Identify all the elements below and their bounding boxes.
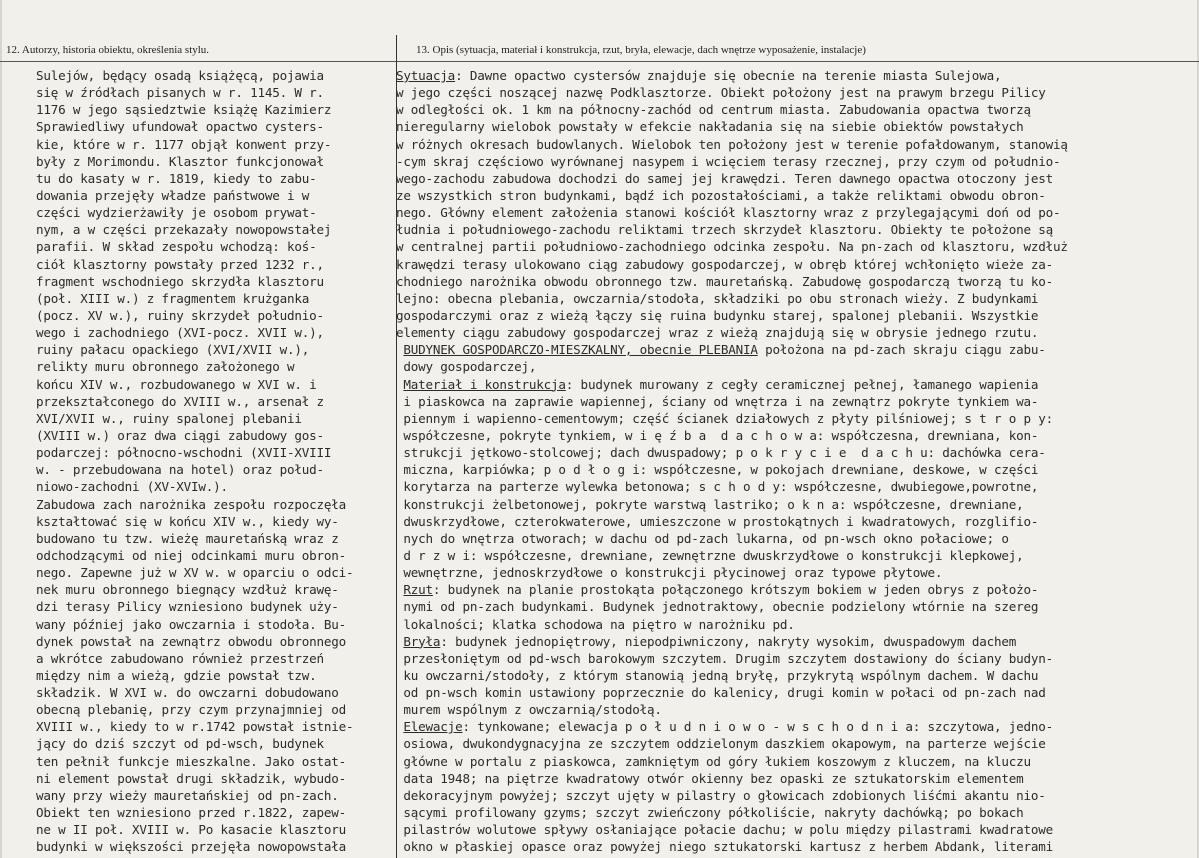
history-text-line: budowano tu tzw. wieżę mauretańską wraz z (36, 530, 339, 546)
history-text-line: wany później jako owczarnia i stodoła. Bu- (36, 616, 347, 632)
description-text-line (396, 650, 1186, 667)
text-segment: : tynkowane; elewacja p o ł u d n i o w o - w s c h o d n i a: szczytowa, jedno- (462, 719, 1054, 735)
description-text-line (396, 136, 1186, 153)
text-segment: strukcji jętkowo-stolcowej; dach dwuspadowy; p o k r y c i e d a c h u: dachówka cera- (396, 445, 1046, 461)
text-segment: piennym i wapienno-cementowym; część ścianek działowych z płyty pilśniowej; s t r o p y: (396, 410, 1054, 426)
section-heading: Elewacje (403, 719, 463, 735)
history-text-line: nym, a w części przekazały nowopowstałej (36, 222, 332, 238)
description-text-line (396, 101, 1186, 118)
history-text-line: odchodzącymi od niej odcinkami muru obron- (36, 547, 347, 563)
description-text-line (396, 496, 1186, 513)
history-text-line: (pocz. XV w.), ruiny skrzydeł południo- (36, 307, 324, 323)
text-segment: : budynek murowany z cegły ceramicznej pełnej, łamanego wapienia (565, 376, 1039, 392)
left-page-edge (0, 0, 2, 858)
section-13-header: 13. Opis (sytuacja, materiał i konstrukcja, rzut, bryła, elewacje, dach wnętrze wyposażenie, instalacje) (416, 44, 866, 56)
history-text-line: części wydzierżawiły je osobom prywat- (36, 205, 317, 221)
history-text-line: a wkrótce zabudowano również przestrzeń (36, 650, 324, 666)
history-text-line: składzik. W XVI w. do owczarni dobudowano (36, 685, 339, 701)
history-text-line: dynek powstał na zewnątrz obwodu obronnego (36, 633, 347, 649)
description-text-line (396, 838, 1186, 855)
description-text-line (396, 307, 1186, 324)
description-text-line (396, 153, 1186, 170)
text-segment: główne w portalu z piaskowca, zamkniętym od góry łukiem koszowym z kluczem, na kluczu (396, 753, 1031, 769)
description-text-line (396, 67, 1186, 84)
history-text-line: ten pełnił funkcje mieszkalne. Jako ostat- (36, 753, 347, 769)
history-text-line: ni element powstał drugi składzik, wybudo- (36, 770, 347, 786)
description-text-line (396, 804, 1186, 821)
text-segment: osiowa, dwukondygnacyjna ze szczytem oddzielonym daszkiem okapowym, na parterze wejście (396, 736, 1046, 752)
history-text-line: kie, które w r. 1177 objął konwent przy- (36, 136, 332, 152)
description-text-line (396, 170, 1186, 187)
section-12-header: 12. Autorzy, historia obiektu, określenia stylu. (6, 44, 210, 56)
text-segment: przesłoniętym od pd-wsch barokowym szczytem. Drugim szczytem dostawiony do ściany budyn- (396, 650, 1054, 666)
text-segment: miczna, karpiówka; p o d ł o g i: współczesne, w pokojach drewniane, deskowe, w części (396, 462, 1039, 478)
text-segment: i piaskowca na zaprawie wapiennej, ściany od wnętrza i na zewnątrz pokryte tynkiem wa- (396, 393, 1039, 409)
history-text-line: (poł. XIII w.) z fragmentem krużganka (36, 290, 310, 306)
text-segment: sącymi profilowany gzyms; szczyt zwieńczony półkoliście, nakryty dachówką; po bokach (396, 805, 1024, 821)
description-text-line (396, 616, 1186, 633)
text-segment: murem wspólnym z owczarnią/stodołą. (396, 702, 662, 718)
text-segment: wewnętrzne, jednoskrzydłowe o konstrukcji płycinowej oraz typowe płytowe. (396, 565, 943, 581)
text-segment: ku owczarni/stodoły, z którym stanowią jedną bryłę, przykrytą wspólnym dachem. W dachu (396, 667, 1039, 683)
text-segment: elementy ciągu zabudowy gospodarczej wraz z wieżą znajdują się w obrysie jednego rzutu. (396, 325, 1039, 341)
history-text-line: obecną plebanię, przy czym przynajmniej od (36, 702, 347, 718)
section-heading: Sytuacja (396, 68, 456, 83)
history-text-line: w. - przebudowana na hotel) oraz połud- (36, 462, 324, 478)
history-text-line: (XVIII w.) oraz dwa ciągi zabudowy gos- (36, 427, 324, 443)
description-text-line (396, 118, 1186, 135)
description-text-line (396, 770, 1186, 787)
text-segment: w różnych okresach budowlanych. Wielobok ten położony jest w terenie pofałdowanym, stanowią (396, 136, 1068, 152)
history-text-line: kształtować się w końcu XIV w., kiedy wy- (36, 513, 339, 529)
description-text-line (396, 735, 1186, 752)
history-text-line: nego. Zapewne już w XV w. w oparciu o odci- (36, 565, 354, 581)
description-text-line (396, 273, 1186, 290)
text-segment: dowy gospodarczej, (396, 359, 537, 375)
text-segment: lejno: obecna plebania, owczarnia/stodoła, składziki po obu stronach wieży. Z budynkami (396, 290, 1039, 306)
description-text-line (396, 513, 1186, 530)
text-segment: : budynek jednopiętrowy, niepodpiwniczony, nakryty wysokim, dwuspadowym dachem (440, 633, 1017, 649)
text-segment: położona na pd-zach skraju ciągu zabu- (757, 342, 1046, 358)
description-text-line (396, 204, 1186, 221)
history-text-line: podarczej: północno-wschodni (XVII-XVIII (36, 445, 332, 461)
description-text-line (396, 684, 1186, 701)
history-text-line: tu do kasaty w r. 1819, kiedy to zabu- (36, 170, 317, 186)
text-segment: nych do wnętrza otworach; w dachu od pd-zach lukarna, od pn-wsch okno połaciowe; o (396, 530, 1009, 546)
description-text-line (396, 238, 1186, 255)
history-text-line: końcu XIV w., rozbudowanego w XVI w. i (36, 376, 317, 392)
description-text-line (396, 427, 1186, 444)
text-segment: chodniego narożnika obwodu obronnego tzw. mauretańską. Zabudowę gospodarczą tworzą tu ko- (396, 273, 1054, 289)
text-segment: nymi od pn-zach budynkami. Budynek jednotraktowy, obecnie podzielony wtórnie na szereg (396, 599, 1039, 615)
text-segment: od pn-wsch komin ustawiony poprzecznie do kalenicy, drugi komin w połaci od pn-zach nad (396, 685, 1046, 701)
description-text-line (396, 478, 1186, 495)
history-text-line: 1176 w jego sąsiedztwie książę Kazimierz (36, 102, 332, 118)
history-text-line: ciół klasztorny powstały przed 1232 r., (36, 256, 324, 272)
text-segment: dwuskrzydłowe, czterokwaterowe, umieszczone w prostokątnych i kwadratowych, rozglifio- (396, 513, 1039, 529)
section-heading: BUDYNEK GOSPODARCZO-MIESZKALNY, obecnie PLEBANIA (403, 342, 758, 358)
history-text-line: dzi terasy Pilicy wzniesiono budynek uży- (36, 599, 339, 615)
description-text-line (396, 376, 1186, 393)
description-text-line (396, 598, 1186, 615)
description-text-line (396, 187, 1186, 204)
description-text-line (396, 221, 1186, 238)
description-text-line (396, 358, 1186, 375)
description-text-line (396, 821, 1186, 838)
description-text-line (396, 444, 1186, 461)
description-text-line (396, 547, 1186, 564)
history-text-line: parafii. W skład zespołu wchodzą: koś- (36, 239, 317, 255)
description-text-line (396, 324, 1186, 341)
history-text-line: wego i zachodniego (XVI-pocz. XVII w.), (36, 325, 324, 341)
history-text-line: ruiny pałacu opackiego (XVI/XVII w.), (36, 342, 310, 358)
text-segment: w jego części noszącej nazwę Podklasztorze. Obiekt położony jest na prawym brzegu Pilicy (396, 85, 1046, 101)
description-text-line (396, 461, 1186, 478)
history-text-line: wany przy wieży mauretańskiej od pn-zach. (36, 787, 339, 803)
text-segment: wego-zachodu zabudowa dochodzi do samej jej krawędzi. Teren dawnego opactwa otoczony jest (396, 170, 1054, 186)
description-text-line (396, 667, 1186, 684)
text-segment: współczesne, pokryte tynkiem, w i ę ź b a d a c h o w a: współczesna, drewniana, kon- (396, 427, 1039, 443)
text-segment: lokalności; klatka schodowa na piętro w narożniku pd. (396, 616, 795, 632)
history-text-line: ne w II poł. XVIII w. Po kasacie klasztoru (36, 822, 347, 838)
text-segment: data 1948; na piętrze kwadratowy otwór okienny bez opaski ze sztukatorskim elementem (396, 770, 1024, 786)
history-text-line: Zabudowa zach narożnika zespołu rozpoczęła (36, 496, 347, 512)
text-segment: d r z w i: współczesne, drewniane, zewnętrzne dwuskrzydłowe o konstrukcji klepkowej, (396, 547, 1024, 563)
text-segment: okno w płaskiej opasce oraz powyżej niego sztukatorski kartusz z herbem Abdank, literami (396, 839, 1054, 855)
history-text-line: budynki w większości przejęła nowopowstała (36, 839, 347, 855)
description-text-line (396, 787, 1186, 804)
description-text-line (396, 701, 1186, 718)
text-segment: w odległości ok. 1 km na północny-zachód od centrum miasta. Zabudowania opactwa tworzą (396, 102, 1031, 118)
history-text-line: były z Morimondu. Klasztor funkcjonował (36, 153, 324, 169)
section-heading: Rzut (403, 582, 433, 598)
description-text-line (396, 410, 1186, 427)
section-heading: Materiał i konstrukcja (403, 376, 566, 392)
text-segment: korytarza na parterze wylewka betonowa; s c h o d y: współczesne, dwubiegowe,powrotne, (396, 479, 1039, 495)
history-text-line: przekształconego do XVIII w., arsenał z (36, 393, 324, 409)
history-text-line: fragment wschodniego skrzydła klasztoru (36, 273, 324, 289)
text-segment: : budynek na planie prostokąta połączonego krótszym bokiem w jeden obrys z położo- (432, 582, 1039, 598)
description-text-column (396, 67, 1186, 855)
description-text-line (396, 341, 1186, 358)
text-segment: nieregularny wielobok powstały w efekcie nakładania się na siebie obiektów powstałych (396, 119, 1024, 135)
text-segment: ze wszystkich stron budynkami, bądź ich pozostałościami, a także reliktami obwodu obron- (396, 187, 1046, 203)
history-text-line: Sulejów, będący osadą książęcą, pojawia (36, 68, 324, 83)
text-segment: : Dawne opactwo cystersów znajduje się obecnie na terenie miasta Sulejowa, (455, 68, 1002, 83)
history-text-column (36, 67, 394, 855)
history-text-line: jący do dziś szczyt od pd-wsch, budynek (36, 736, 324, 752)
text-segment: nego. Główny element założenia stanowi kościół klasztorny wraz z przylegającymi doń od po- (396, 205, 1061, 221)
description-text-line (396, 564, 1186, 581)
text-segment: -cym skraj częściowo wyrównanej nasypem i wcięciem terasy rzecznej, przy czym od południo- (396, 153, 1061, 169)
description-text-line (396, 84, 1186, 101)
text-segment: dekoracyjnym powyżej; szczyt ujęty w pilastry o głowicach zdobionych liśćmi akantu nio- (396, 787, 1046, 803)
description-text-line (396, 530, 1186, 547)
description-text-line (396, 393, 1186, 410)
text-segment: łudnia i południowego-zachodu reliktami trzech skrzydeł klasztoru. Obiekty te położone są (396, 222, 1054, 238)
history-text-line: nek muru obronnego biegnący wzdłuż krawę- (36, 582, 339, 598)
description-text-line (396, 718, 1186, 735)
text-segment: pilastrów wolutowe spływy osłaniające połacie dachu; w polu między pilastrami kwadratowe (396, 822, 1054, 838)
section-heading: Bryła (403, 633, 441, 649)
history-text-line: XVI/XVII w., ruiny spalonej plebanii (36, 410, 302, 426)
description-text-line (396, 633, 1186, 650)
text-segment: gospodarczymi oraz z wieżą łączy się ruina budynku starej, spalonej plebanii. Wszystkie (396, 307, 1039, 323)
description-text-line (396, 753, 1186, 770)
history-text-line: XVIII w., kiedy to w r.1742 powstał istnie- (36, 719, 354, 735)
history-text-line: Obiekt ten wzniesiono przed r.1822, zapew- (36, 805, 347, 821)
text-segment: w centralnej partii południowo-zachodniego odcinka zespołu. Na pn-zach od klasztoru, wzdłuż (396, 239, 1068, 255)
history-text-line: dowania przejęły władze państwowe i w (36, 187, 310, 203)
header-divider (0, 61, 1199, 62)
history-text-line: się w źródłach pisanych w r. 1145. W r. (36, 85, 324, 101)
history-text-line: relikty muru obronnego założonego w (36, 359, 295, 375)
text-segment: krawędzi terasy ulokowano ciąg zabudowy gospodarczej, w obręb której wchłonięto wieże za- (396, 256, 1054, 272)
description-text-line (396, 581, 1186, 598)
history-text-line: Sprawiedliwy ufundował opactwo cysters- (36, 119, 324, 135)
history-text-line: niowo-zachodni (XV-XVIw.). (36, 479, 228, 495)
description-text-line (396, 290, 1186, 307)
description-text-line (396, 256, 1186, 273)
history-text-line: między nim a wieżą, gdzie powstał tzw. (36, 667, 317, 683)
text-segment: konstrukcji żelbetonowej, pokryte warstwą lastriko; o k n a: współczesne, drewniane, (396, 496, 1024, 512)
